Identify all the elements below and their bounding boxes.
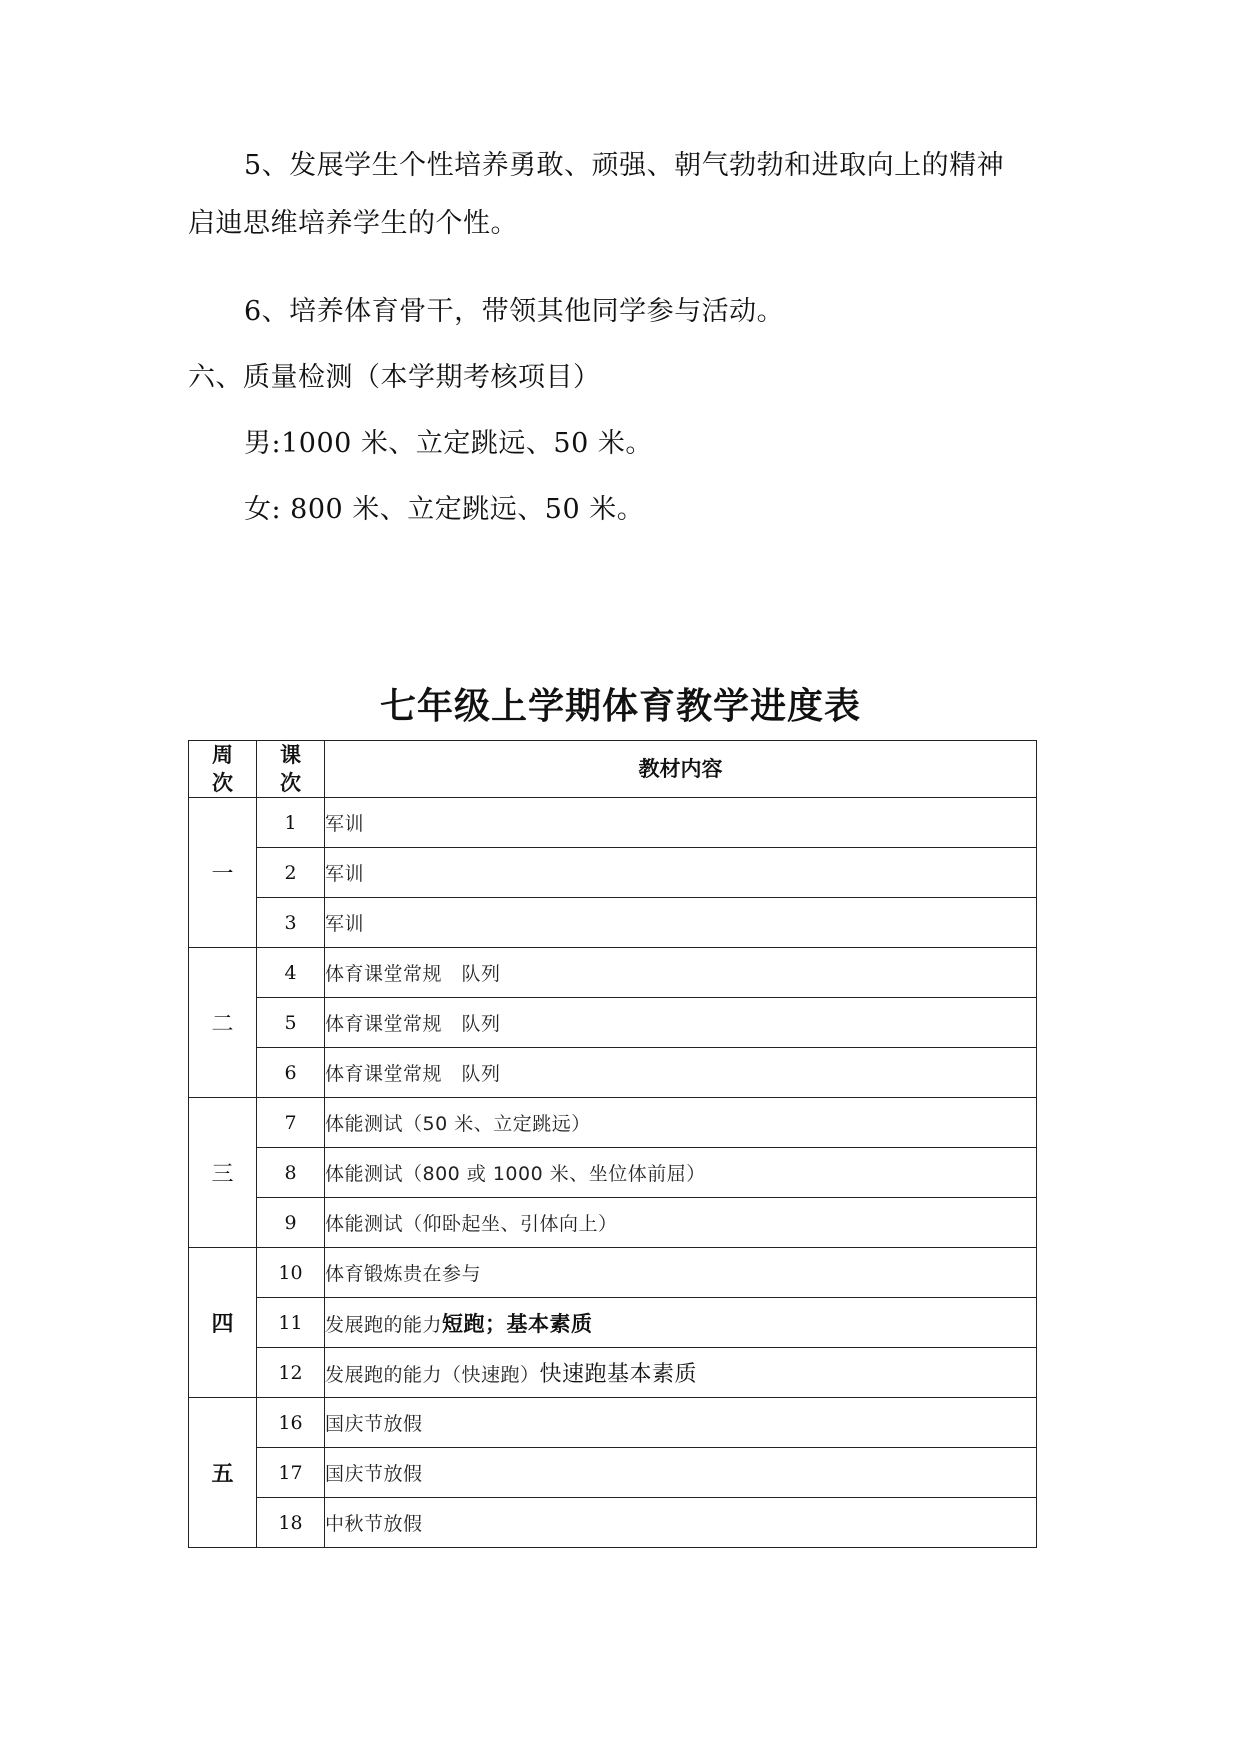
lesson-content: 国庆节放假: [325, 1398, 1037, 1448]
header-week-line-1: 周: [212, 743, 233, 767]
table-row: [189, 1498, 1037, 1548]
lesson-number: 11: [257, 1298, 325, 1348]
lesson-number: 2: [257, 848, 325, 898]
table-row: [189, 848, 1037, 898]
lesson-content: 体能测试（仰卧起坐、引体向上）: [325, 1198, 1037, 1248]
lesson-content: 体育课堂常规 队列: [325, 948, 1037, 998]
lesson-content: 体育锻炼贵在参与: [325, 1248, 1037, 1298]
male-test-items: 男:1000 米、立定跳远、50 米。: [244, 428, 653, 459]
table-row: [189, 1298, 1037, 1348]
table-row: [189, 998, 1037, 1048]
week-label: 三: [189, 1098, 257, 1248]
lesson-number: 8: [257, 1148, 325, 1198]
table-row: [189, 1398, 1037, 1448]
lesson-content: 体能测试（800 或 1000 米、坐位体前屈）: [325, 1148, 1037, 1198]
week-label: 五: [189, 1398, 257, 1548]
table-row: [189, 1098, 1037, 1148]
lesson-number: 4: [257, 948, 325, 998]
header-content: 教材内容: [325, 741, 1037, 798]
lesson-content: 中秋节放假: [325, 1498, 1037, 1548]
lesson-content: 体育课堂常规 队列: [325, 998, 1037, 1048]
lesson-number: 3: [257, 898, 325, 948]
section-6-heading: 六、质量检测（本学期考核项目）: [188, 362, 601, 393]
table-row: [189, 1148, 1037, 1198]
header-week-line-2: 次: [212, 771, 233, 795]
lesson-number: 12: [257, 1348, 325, 1398]
week-label: 一: [189, 798, 257, 948]
table-row: [189, 898, 1037, 948]
female-test-items: 女: 800 米、立定跳远、50 米。: [244, 494, 645, 525]
lesson-content: 体育课堂常规 队列: [325, 1048, 1037, 1098]
lesson-content-text: 发展跑的能力（快速跑）: [325, 1364, 540, 1386]
table-row: [189, 798, 1037, 848]
table-row: [189, 1348, 1037, 1398]
lesson-number: 1: [257, 798, 325, 848]
lesson-number: 16: [257, 1398, 325, 1448]
lesson-number: 6: [257, 1048, 325, 1098]
header-lesson-line-2: 次: [280, 771, 301, 795]
schedule-table: [188, 740, 1037, 1548]
table-row: [189, 1198, 1037, 1248]
lesson-number: 17: [257, 1448, 325, 1498]
lesson-content-text: 发展跑的能力: [325, 1313, 443, 1336]
table-row: [189, 1048, 1037, 1098]
table-row: [189, 1448, 1037, 1498]
week-label: 四: [189, 1248, 257, 1398]
lesson-number: 5: [257, 998, 325, 1048]
lesson-content: 军训: [325, 798, 1037, 848]
goal-6: 6、培养体育骨干，带领其他同学参与活动。: [244, 296, 785, 327]
header-lesson: [257, 741, 325, 798]
lesson-number: 7: [257, 1098, 325, 1148]
table-header-row: [189, 741, 1037, 798]
lesson-content: 体能测试（50 米、立定跳远）: [325, 1098, 1037, 1148]
lesson-number: 9: [257, 1198, 325, 1248]
lesson-number: 18: [257, 1498, 325, 1548]
goal-5-line-1: 5、发展学生个性培养勇敢、顽强、朝气勃勃和进取向上的精神: [244, 150, 1005, 181]
table-row: [189, 948, 1037, 998]
lesson-content: 军训: [325, 898, 1037, 948]
schedule-title: 七年级上学期体育教学进度表: [379, 686, 861, 727]
lesson-content-emphasis: 短跑；基本素质: [442, 1311, 593, 1336]
lesson-content: 军训: [325, 848, 1037, 898]
lesson-content: [325, 1348, 1037, 1398]
goal-5-line-2: 启迪思维培养学生的个性。: [188, 208, 518, 239]
table-row: [189, 1248, 1037, 1298]
lesson-number: 10: [257, 1248, 325, 1298]
header-week: [189, 741, 257, 798]
header-lesson-line-1: 课: [280, 743, 301, 767]
lesson-content: 国庆节放假: [325, 1448, 1037, 1498]
lesson-content-emphasis: 快速跑基本素质: [539, 1362, 698, 1387]
lesson-content: [325, 1298, 1037, 1348]
week-label: 二: [189, 948, 257, 1098]
